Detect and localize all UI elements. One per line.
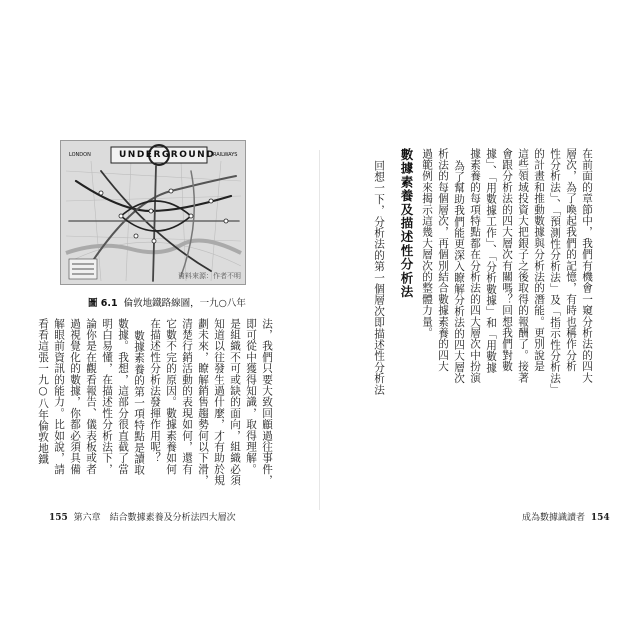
page-gutter	[319, 150, 320, 510]
figure-caption-text: 倫敦地鐵路線圖，一九○八年	[123, 298, 246, 309]
section-heading: 數據素養及描述性分析法	[399, 148, 414, 299]
figure-caption	[88, 295, 246, 309]
text-column: 明白易懂，在描述性分析法下，	[101, 318, 113, 475]
text-column: 在描述性分析法發揮作用呢？	[149, 318, 161, 464]
text-column: 即可從中獲得知識，取得理解。	[245, 318, 257, 475]
text-column: 數據素養的第一項特點是讀取	[133, 330, 145, 476]
text-column: 看看這張一九○八年倫敦地鐵	[37, 318, 49, 465]
map-credit: 資料來源：作者不明	[178, 272, 241, 280]
text-column: 數據。我想，這部分很直截了當	[117, 318, 129, 475]
footer-right	[522, 510, 613, 523]
figure-label: 圖 6.1	[88, 298, 118, 309]
text-column: 會跟分析法的四大層次有關嗎？回想我們對數	[501, 148, 513, 372]
map-illustration	[61, 141, 246, 285]
text-column: 解眼前資訊的能力。比如說，請	[53, 318, 65, 475]
text-column: 析法的每個層次，再個別結合數據素養的四大	[437, 148, 449, 372]
text-column: 為了幫助我們能更深入瞭解分析法的四大層次	[453, 160, 465, 384]
text-column: 過視覺化的數據，你都必須具備	[69, 318, 81, 475]
text-column: 回想一下，分析法的第一個層次即描述性分析法	[373, 160, 385, 396]
text-column: 這些領域投資大把銀子之後取得的報酬了。接著	[517, 148, 529, 384]
page-number-right: 154	[590, 513, 610, 523]
text-column: 性分析法」、「預測性分析法」及「指示性分析法」	[549, 148, 561, 395]
text-column: 它數不完的原因。數據素養如何	[165, 318, 177, 475]
text-column: 層次，為了喚起我們的記憶，有時也稱作分析	[565, 148, 577, 372]
text-column: 清楚行銷活動的表現如何，還有	[181, 318, 193, 475]
map-image	[60, 140, 246, 285]
text-column: 在前面的章節中，我們有機會一窺分析法的四大	[581, 148, 593, 384]
page-number-left: 155	[49, 513, 68, 523]
text-column: 法，我們只要大致回顧過往事件，	[261, 318, 273, 486]
footer-left	[46, 510, 236, 523]
text-column: 過範例來揭示這幾大層次的整體力量。	[421, 148, 433, 339]
text-column: 的計畫和推動數據與分析法的潛能。更別說是	[533, 148, 545, 372]
running-head-right: 成為數據識讀者	[522, 513, 586, 523]
figure-underground-map	[60, 140, 246, 285]
map-right-label: RAILWAYS	[213, 152, 238, 158]
text-column: 是組織不可或缺的面向，組織必須	[229, 318, 241, 486]
text-column: 劃未來，瞭解銷售趨勢何以下滑，	[197, 318, 209, 486]
text-column: 論你是在觀看報告、儀表板或者	[85, 318, 97, 475]
text-column: 據素養的每項特點都在分析法的四大層次中扮演	[469, 148, 481, 384]
map-title: UNDERGROUND	[119, 150, 216, 160]
text-column: 據」、「用數據工作」、「分析數據」和「用數據	[485, 148, 497, 374]
running-head-left: 第六章 結合數據素養及分析法四大層次	[73, 513, 236, 523]
text-column: 知道以往發生過什麼，才有助於規	[213, 318, 225, 486]
map-left-label: LONDON	[69, 152, 91, 158]
